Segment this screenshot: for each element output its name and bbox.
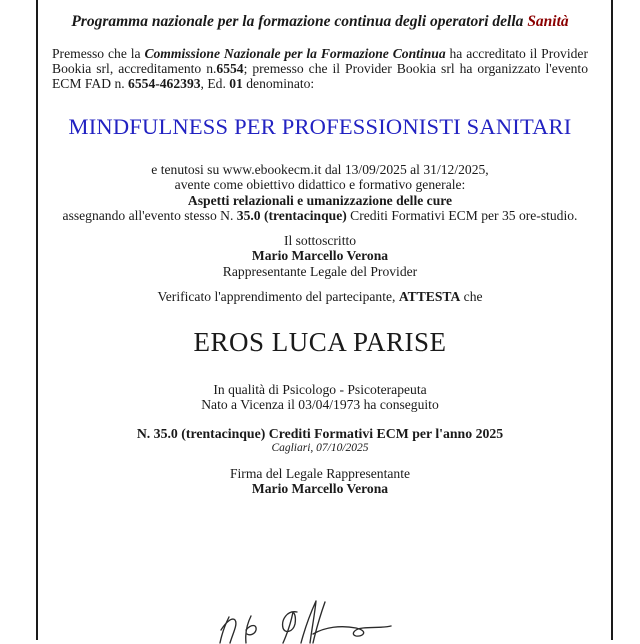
program-title-highlight: Sanità: [527, 13, 569, 30]
legal-representative-name: Mario Marcello Verona: [251, 481, 389, 497]
course-details: [52, 162, 588, 223]
credits-text-prefix: assegnando all'evento stesso N.: [62, 207, 237, 223]
signatory-intro: Il sottoscritto: [283, 233, 357, 248]
premise-paragraph: [52, 46, 588, 92]
attestation-line: [52, 289, 588, 304]
participant-info: [52, 382, 588, 413]
event-number: 6554-462393: [128, 76, 201, 92]
signature-label: Firma del Legale Rappresentante: [229, 466, 411, 481]
award-place-date: Cagliari, 07/10/2025: [271, 441, 369, 454]
signatory-name: Mario Marcello Verona: [251, 248, 389, 264]
program-title-text: Programma nazionale per la formazione continua degli operatori della: [71, 13, 528, 30]
commission-name: Commissione Nazionale per la Formazione Continua: [144, 46, 446, 61]
handwritten-signature-icon: [213, 600, 397, 644]
attestation-verb: ATTESTA: [398, 289, 461, 304]
course-held-line: e tenutosi su www.ebookecm.it dal 13/09/2025 al 31/12/2025,: [151, 162, 489, 177]
page-border-left: [36, 0, 38, 640]
course-objective: Aspetti relazionali e umanizzazione delle cure: [187, 192, 453, 208]
credits-value: 35.0 (trentacinque): [236, 207, 347, 223]
premise-text-5: denominato:: [242, 76, 315, 92]
course-title: MINDFULNESS PER PROFESSIONISTI SANITARI: [68, 114, 572, 139]
premise-text-2: ha accreditato il Provider Bookia srl, accreditamento n.: [52, 46, 588, 77]
signatory-role: Rappresentante Legale del Provider: [222, 263, 418, 279]
signatory-block: [52, 233, 588, 279]
attestation-suffix: che: [460, 289, 483, 304]
course-objective-intro: avente come obiettivo didattico e formativo generale:: [174, 177, 466, 193]
participant-name: EROS LUCA PARISE: [193, 327, 447, 357]
edition-number: 01: [229, 76, 243, 92]
premise-text-4: , Ed.: [200, 76, 230, 92]
accreditation-number: 6554: [216, 61, 244, 77]
course-credits-line: [52, 208, 588, 223]
premise-text-3: ; premesso che il Provider Bookia srl ha organizzato l'evento ECM FAD n.: [52, 61, 588, 92]
legal-signature-block: [52, 466, 588, 497]
award-credits: N. 35.0 (trentacinque) Crediti Formativi ECM per l'anno 2025: [136, 426, 504, 441]
attestation-prefix: Verificato l'apprendimento del partecipante,: [157, 289, 399, 304]
page-border-right: [611, 0, 613, 640]
credits-text-suffix: Crediti Formativi ECM per 35 ore-studio.: [346, 207, 578, 223]
program-title: [52, 12, 588, 32]
participant-birth-line: Nato a Vicenza il 03/04/1973 ha conseguito: [201, 397, 439, 413]
award-block: [52, 426, 588, 455]
premise-text-1: Premesso che la: [52, 46, 145, 61]
participant-qualification: In qualità di Psicologo - Psicoterapeuta: [213, 382, 427, 397]
